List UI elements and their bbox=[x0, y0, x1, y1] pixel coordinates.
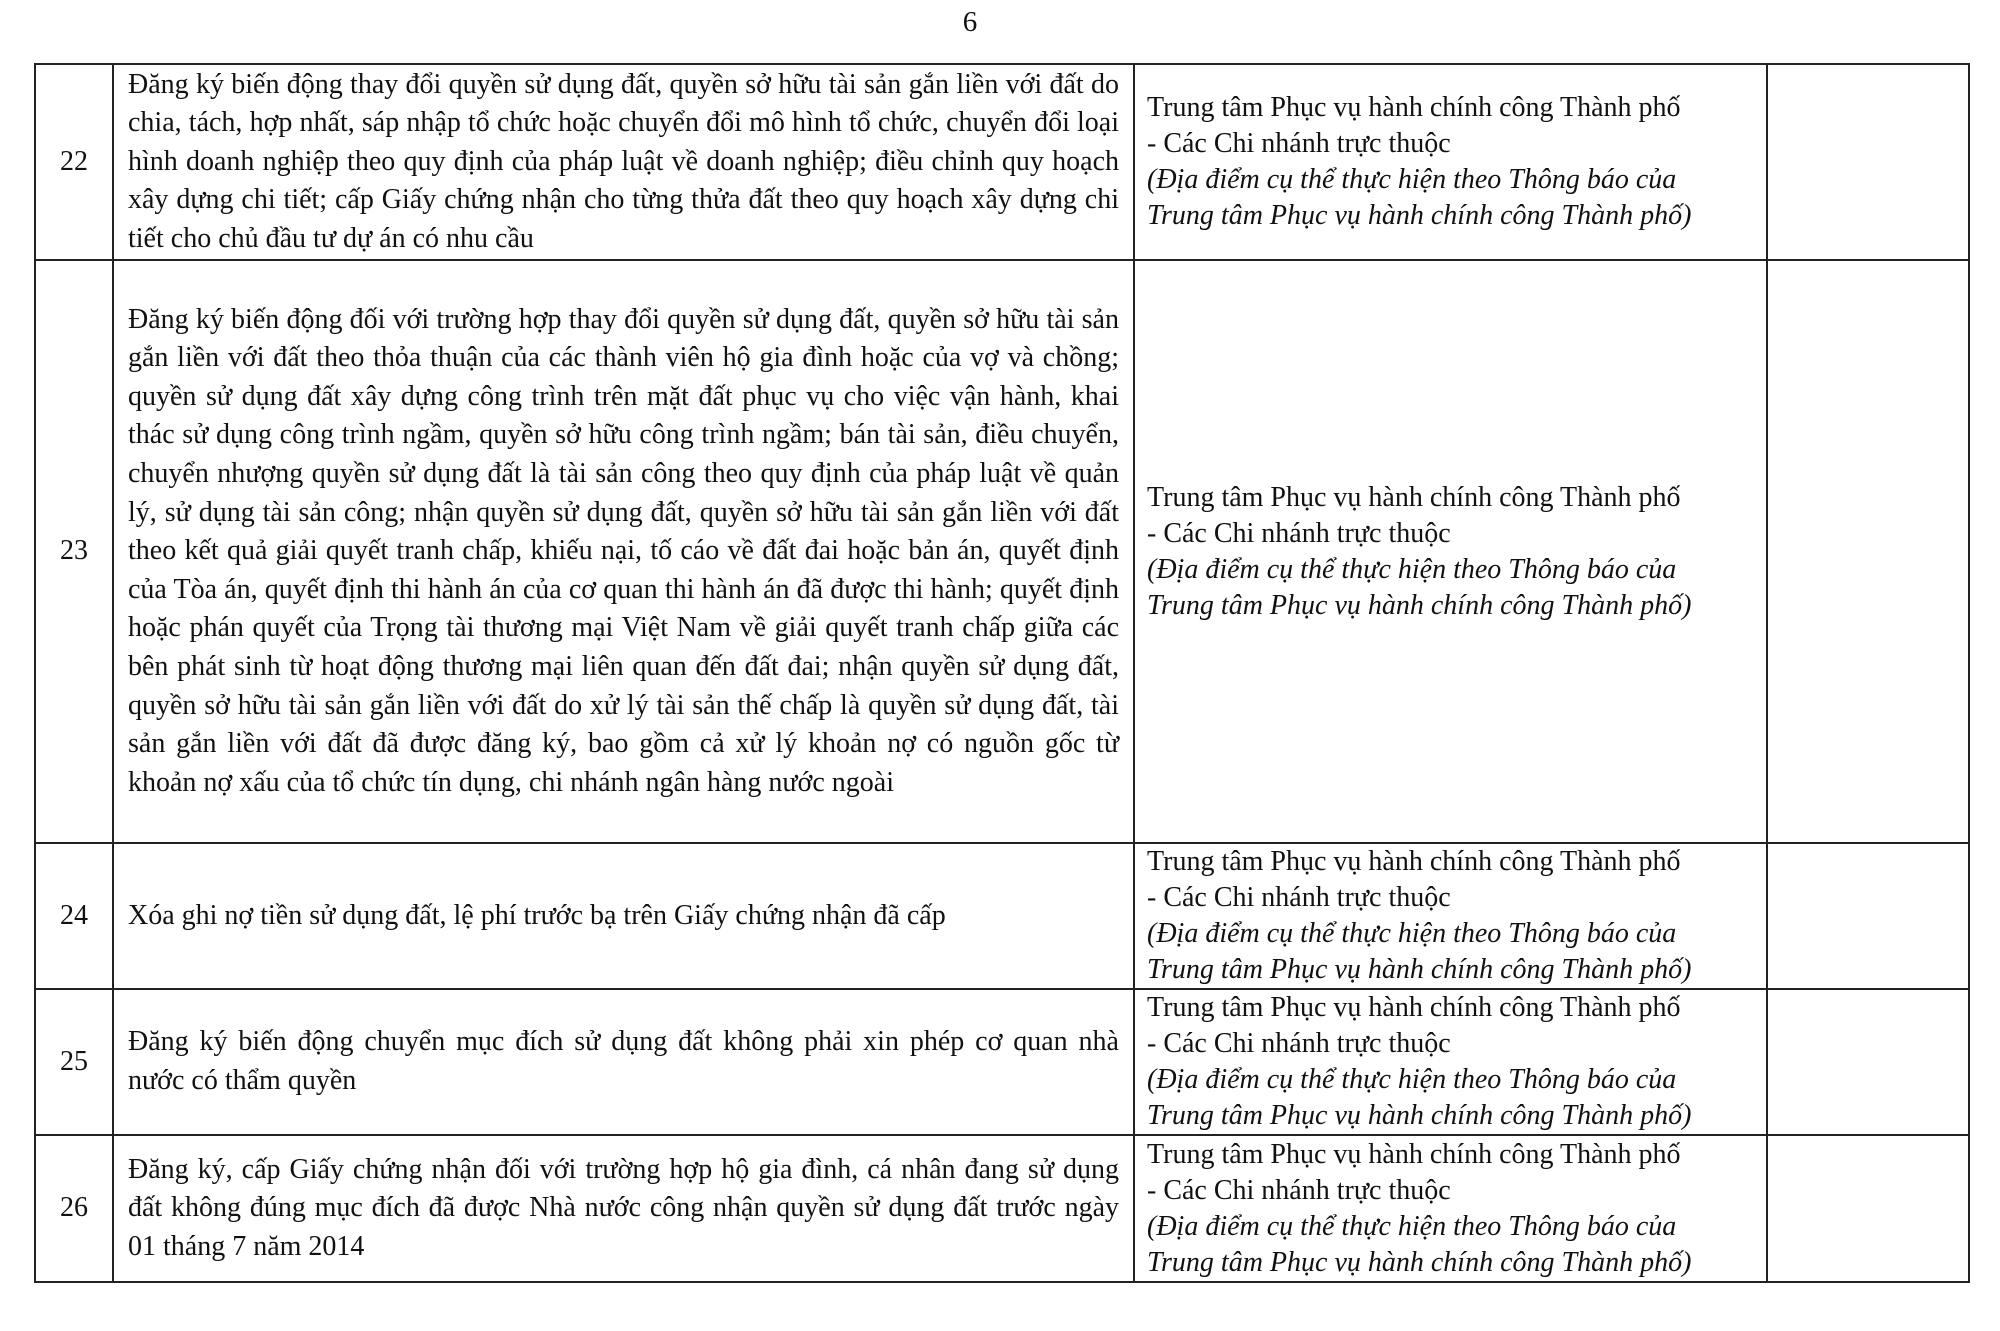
place-note: Trung tâm Phục vụ hành chính công Thành phố) bbox=[1147, 954, 1692, 985]
row-number: 23 bbox=[35, 260, 113, 843]
place-name: Trung tâm Phục vụ hành chính công Thành phố bbox=[1147, 1138, 1681, 1170]
procedure-name: Xóa ghi nợ tiền sử dụng đất, lệ phí trước bạ trên Giấy chứng nhận đã cấp bbox=[113, 843, 1134, 989]
place-cell bbox=[1134, 64, 1767, 260]
place-note: Trung tâm Phục vụ hành chính công Thành phố) bbox=[1147, 1246, 1692, 1278]
table-row bbox=[35, 1135, 1969, 1282]
remarks-cell bbox=[1767, 64, 1969, 260]
place-cell bbox=[1134, 843, 1767, 989]
place-cell bbox=[1134, 260, 1767, 843]
table-row bbox=[35, 989, 1969, 1135]
place-note: (Địa điểm cụ thể thực hiện theo Thông báo của bbox=[1147, 553, 1677, 585]
place-branches: - Các Chi nhánh trực thuộc bbox=[1147, 1174, 1451, 1206]
remarks-cell bbox=[1767, 843, 1969, 989]
place-branches: - Các Chi nhánh trực thuộc bbox=[1147, 882, 1451, 913]
page-number: 6 bbox=[962, 6, 978, 38]
procedure-name: Đăng ký biến động chuyển mục đích sử dụng đất không phải xin phép cơ quan nhà nước có thẩm quyền bbox=[113, 989, 1134, 1135]
place-note: (Địa điểm cụ thể thực hiện theo Thông báo của bbox=[1147, 164, 1677, 195]
table-row bbox=[35, 64, 1969, 260]
place-note: Trung tâm Phục vụ hành chính công Thành phố) bbox=[1147, 589, 1692, 621]
row-number: 25 bbox=[35, 989, 113, 1135]
remarks-cell bbox=[1767, 989, 1969, 1135]
place-cell bbox=[1134, 989, 1767, 1135]
place-note: (Địa điểm cụ thể thực hiện theo Thông báo của bbox=[1147, 918, 1677, 949]
place-name: Trung tâm Phục vụ hành chính công Thành phố bbox=[1147, 92, 1681, 123]
table-row bbox=[35, 843, 1969, 989]
row-number: 26 bbox=[35, 1135, 113, 1282]
place-name: Trung tâm Phục vụ hành chính công Thành phố bbox=[1147, 481, 1681, 513]
procedures-table bbox=[34, 63, 1970, 1283]
procedure-name: Đăng ký biến động thay đổi quyền sử dụng đất, quyền sở hữu tài sản gắn liền với đất do chia, tách, hợp nhất, sáp nhập tổ chức hoặc chuyển đổi mô hình tổ chức, chuyển đổi loại hình doanh nghiệp theo quy định của pháp luật về doanh nghiệp; điều chỉnh quy hoạch xây dựng chi tiết; cấp Giấy chứng nhận cho từng thửa đất theo quy hoạch xây dựng chi tiết cho chủ đầu tư dự án có nhu cầu bbox=[113, 64, 1134, 260]
row-number: 24 bbox=[35, 843, 113, 989]
remarks-cell bbox=[1767, 1135, 1969, 1282]
place-note: (Địa điểm cụ thể thực hiện theo Thông báo của bbox=[1147, 1064, 1677, 1095]
place-cell bbox=[1134, 1135, 1767, 1282]
place-note: Trung tâm Phục vụ hành chính công Thành phố) bbox=[1147, 1100, 1692, 1131]
place-name: Trung tâm Phục vụ hành chính công Thành phố bbox=[1147, 992, 1681, 1023]
place-name: Trung tâm Phục vụ hành chính công Thành phố bbox=[1147, 846, 1681, 877]
place-branches: - Các Chi nhánh trực thuộc bbox=[1147, 517, 1451, 549]
procedure-name: Đăng ký, cấp Giấy chứng nhận đối với trường hợp hộ gia đình, cá nhân đang sử dụng đất không đúng mục đích đã được Nhà nước công nhận quyền sử dụng đất trước ngày 01 tháng 7 năm 2014 bbox=[113, 1135, 1134, 1282]
procedure-name: Đăng ký biến động đối với trường hợp thay đổi quyền sử dụng đất, quyền sở hữu tài sản gắn liền với đất theo thỏa thuận của các thành viên hộ gia đình hoặc của vợ và chồng; quyền sử dụng đất xây dựng công trình trên mặt đất phục vụ cho việc vận hành, khai thác sử dụng công trình ngầm, quyền sở hữu công trình ngầm; bán tài sản, điều chuyển, chuyển nhượng quyền sử dụng đất là tài sản công theo quy định của pháp luật về quản lý, sử dụng tài sản công; nhận quyền sử dụng đất, quyền sở hữu tài sản gắn liền với đất theo kết quả giải quyết tranh chấp, khiếu nại, tố cáo về đất đai hoặc bản án, quyết định của Tòa án, quyết định thi hành án của cơ quan thi hành án đã được thi hành; quyết định hoặc phán quyết của Trọng tài thương mại Việt Nam về giải quyết tranh chấp giữa các bên phát sinh từ hoạt động thương mại liên quan đến đất đai; nhận quyền sử dụng đất, quyền sở hữu tài sản gắn liền với đất do xử lý tài sản thế chấp là quyền sử dụng đất, tài sản gắn liền với đất đã được đăng ký, bao gồm cả xử lý khoản nợ có nguồn gốc từ khoản nợ xấu của tổ chức tín dụng, chi nhánh ngân hàng nước ngoài bbox=[113, 260, 1134, 843]
remarks-cell bbox=[1767, 260, 1969, 843]
place-branches: - Các Chi nhánh trực thuộc bbox=[1147, 128, 1451, 159]
row-number: 22 bbox=[35, 64, 113, 260]
place-branches: - Các Chi nhánh trực thuộc bbox=[1147, 1028, 1451, 1059]
place-note: Trung tâm Phục vụ hành chính công Thành phố) bbox=[1147, 200, 1692, 231]
table-row bbox=[35, 260, 1969, 843]
place-note: (Địa điểm cụ thể thực hiện theo Thông báo của bbox=[1147, 1210, 1677, 1242]
